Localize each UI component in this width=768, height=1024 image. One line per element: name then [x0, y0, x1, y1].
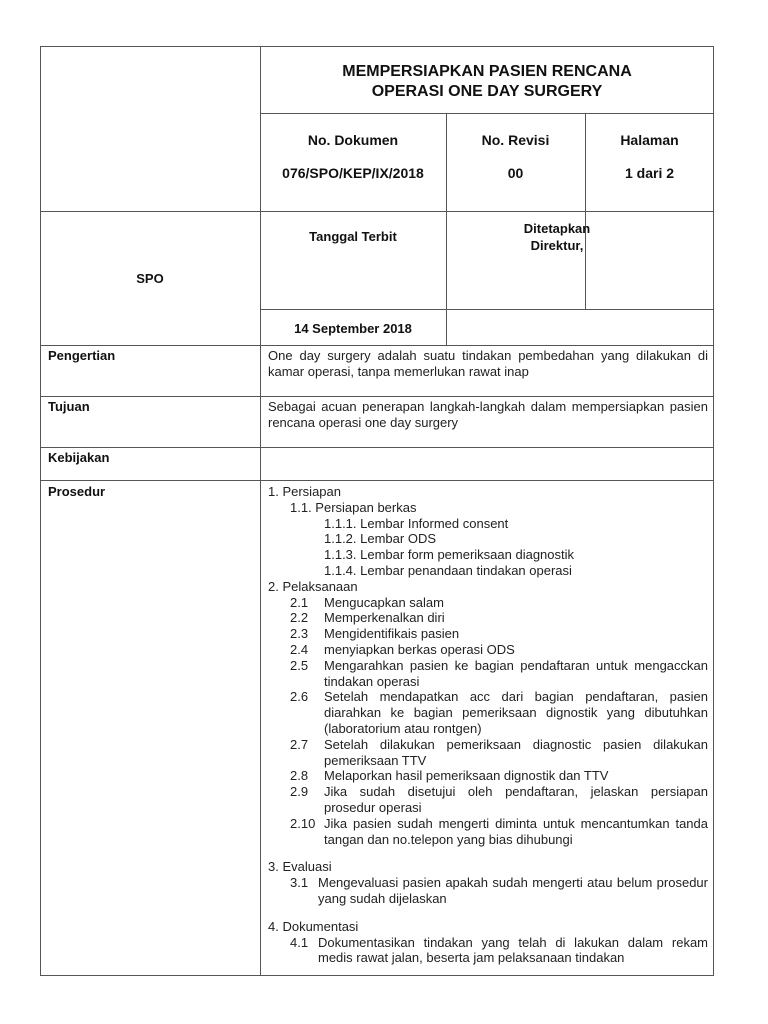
step-2-item	[268, 737, 708, 769]
kebijakan-label: Kebijakan	[48, 450, 110, 465]
step-2-item-number: 2.5	[290, 657, 309, 673]
step-2-item-text: Setelah mendapatkan acc dari bagian pendaftaran, pasien diarahkan ke bagian pemeriksaan dignostik yang dibutuhkan (laboratorium atau rontgen)	[324, 689, 708, 736]
step-2-heading: 2. Pelaksanaan	[268, 578, 358, 594]
tanggal-terbit-label: Tanggal Terbit	[309, 229, 397, 244]
ditetapkan-line-2: Direktur,	[530, 238, 584, 253]
no-dokumen-label: No. Dokumen	[307, 132, 399, 148]
step-2-item	[268, 689, 708, 736]
step-2-item-number: 2.6	[290, 689, 309, 705]
step-2-item-text: Melaporkan hasil pemeriksaan dignostik dan TTV	[324, 768, 609, 784]
spo-label: SPO	[136, 271, 164, 286]
step-2-item-number: 2.1	[290, 594, 309, 610]
step-2-item-text: Setelah dilakukan pemeriksaan diagnostic pasien dilakukan pemeriksaan TTV	[324, 736, 708, 768]
tanggal-terbit-value: 14 September 2018	[294, 321, 412, 336]
halaman-value: 1 dari 2	[624, 165, 675, 181]
step-1-heading: 1. Persiapan	[268, 484, 341, 499]
tujuan-label: Tujuan	[48, 399, 90, 414]
no-dokumen-value: 076/SPO/KEP/IX/2018	[282, 165, 424, 181]
step-2-item-text: Jika pasien sudah mengerti diminta untuk mencantumkan tanda tangan dan no.telepon yang bias dihubungi	[324, 815, 708, 847]
step-2-item	[268, 642, 708, 658]
step-2-item-text: Jika sudah disetujui oleh pendaftaran, jelaskan persiapan prosedur operasi	[324, 784, 708, 815]
step-4-1	[268, 935, 708, 967]
halaman-label: Halaman	[620, 132, 679, 148]
step-3-1-text: Mengevaluasi pasien apakah sudah mengerti atau belum prosedur yang sudah dijelaskan	[318, 875, 708, 906]
title-line-2: OPERASI ONE DAY SURGERY	[371, 83, 603, 100]
no-revisi-value: 00	[507, 165, 524, 181]
pengertian-label: Pengertian	[48, 348, 116, 363]
tujuan-divider	[40, 447, 714, 448]
prosedur-content	[260, 480, 714, 976]
step-2-item-number: 2.2	[290, 610, 309, 626]
step-1-1-2: 1.1.2. Lembar ODS	[324, 531, 436, 547]
step-2-item-number: 2.7	[290, 736, 309, 752]
step-2-item-text: Memperkenalkan diri	[324, 610, 445, 626]
step-2-item-text: Mengucapkan salam	[324, 594, 444, 610]
step-2-item	[268, 768, 708, 784]
step-2-item-text: Mengidentifikais pasien	[324, 626, 460, 642]
title-divider	[260, 113, 714, 114]
step-2-item	[268, 610, 708, 626]
ditetapkan-block	[446, 220, 668, 254]
step-2-item-text: menyiapkan berkas operasi ODS	[324, 641, 515, 657]
title-line-1: MEMPERSIAPKAN PASIEN RENCANA	[342, 63, 632, 80]
step-2-item-number: 2.10	[290, 815, 316, 831]
step-2-item	[268, 784, 708, 816]
step-1-1-4: 1.1.4. Lembar penandaan tindakan operasi	[324, 562, 572, 578]
step-2-item-number: 2.3	[290, 626, 309, 642]
step-2-item	[268, 816, 708, 848]
tujuan-text: Sebagai acuan penerapan langkah-langkah dalam mempersiapkan pasien rencana operasi one day surgery	[268, 399, 708, 430]
step-2-item-text: Mengarahkan pasien ke bagian pendaftaran untuk mengacckan tindakan operasi	[324, 657, 708, 689]
step-2-item	[268, 658, 708, 690]
ditetapkan-line-1: Ditetapkan	[523, 221, 591, 236]
pengertian-text: One day surgery adalah suatu tindakan pembedahan yang dilakukan di kamar operasi, tanpa memerlukan rawat inap	[268, 348, 708, 379]
step-3-1-number: 3.1	[290, 875, 309, 891]
step-4-1-number: 4.1	[290, 934, 309, 950]
step-3-1	[268, 875, 708, 907]
header-bottom-divider	[40, 345, 714, 346]
docinfo-col-divider-1	[446, 113, 447, 211]
document-title	[260, 62, 714, 102]
spo-document	[40, 46, 714, 976]
step-2-item-number: 2.9	[290, 784, 309, 800]
step-2-list	[268, 595, 708, 848]
prosedur-label: Prosedur	[48, 484, 106, 499]
no-revisi-label: No. Revisi	[481, 132, 550, 148]
step-2-item	[268, 595, 708, 611]
step-4-1-text: Dokumentasikan tindakan yang telah di lakukan dalam rekam medis rawat jalan, beserta jam pelaksanaan tindakan	[318, 934, 708, 966]
step-1-1-1: 1.1.1. Lembar Informed consent	[324, 515, 509, 531]
step-2-item	[268, 626, 708, 642]
step-2-item-number: 2.4	[290, 641, 309, 657]
step-2-item-number: 2.8	[290, 768, 309, 784]
docinfo-col-divider-2	[585, 113, 586, 211]
step-4-heading: 4. Dokumentasi	[268, 918, 359, 934]
docinfo-divider	[40, 211, 714, 212]
step-1-1-3: 1.1.3. Lembar form pemeriksaan diagnostik	[324, 547, 575, 563]
step-1-1: 1.1. Persiapan berkas	[290, 499, 417, 515]
step-3-heading: 3. Evaluasi	[268, 859, 332, 875]
pengertian-divider	[40, 396, 714, 397]
tanggal-divider-right	[260, 309, 714, 310]
prosedur-list	[268, 484, 708, 966]
